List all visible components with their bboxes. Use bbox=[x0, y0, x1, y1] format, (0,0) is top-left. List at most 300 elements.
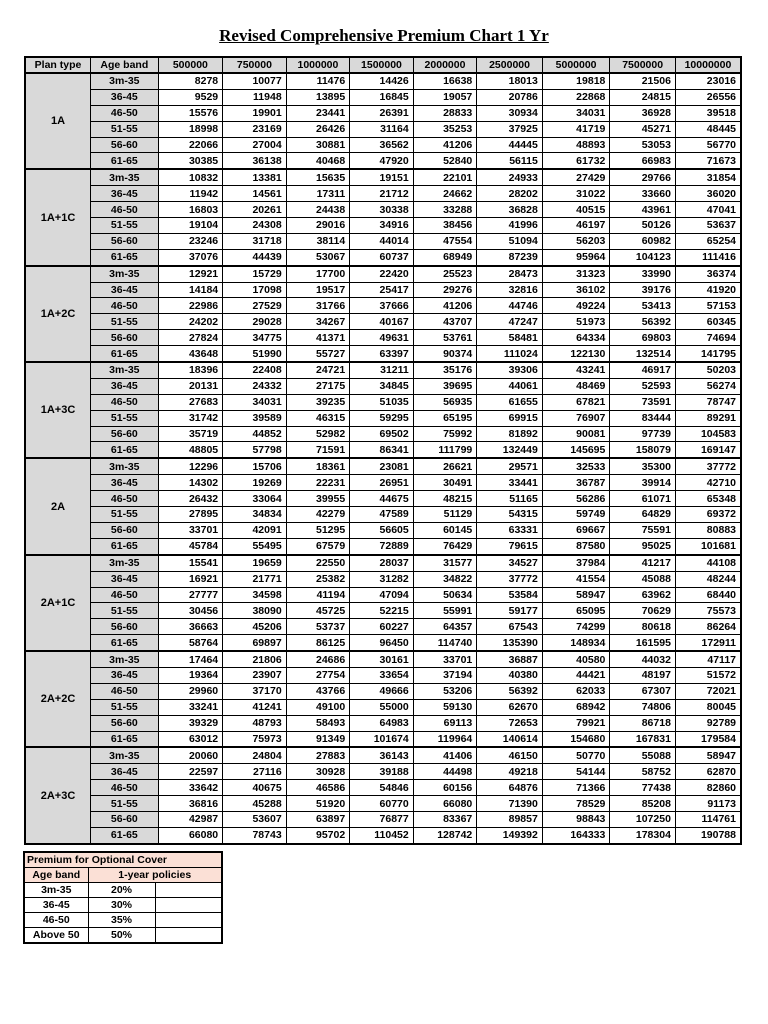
optional-cover-table bbox=[23, 851, 223, 944]
premium-cell: 24662 bbox=[413, 186, 477, 202]
table-row bbox=[25, 249, 741, 265]
premium-cell: 31022 bbox=[542, 186, 610, 202]
premium-cell: 18361 bbox=[286, 458, 350, 474]
table-row bbox=[25, 153, 741, 169]
premium-chart-header bbox=[25, 57, 741, 73]
premium-cell: 107250 bbox=[610, 811, 676, 827]
premium-cell: 12296 bbox=[158, 458, 223, 474]
premium-cell: 41194 bbox=[286, 587, 350, 603]
premium-cell: 135390 bbox=[477, 635, 543, 651]
premium-cell: 10077 bbox=[223, 73, 287, 89]
premium-cell: 101674 bbox=[350, 731, 414, 747]
premium-cell: 23016 bbox=[675, 73, 741, 89]
premium-cell: 15541 bbox=[158, 555, 223, 571]
premium-cell: 104583 bbox=[675, 426, 741, 442]
premium-cell: 45725 bbox=[286, 603, 350, 619]
plan-type-cell: 1A+3C bbox=[25, 362, 91, 458]
percentage-cell: 20% bbox=[88, 883, 155, 898]
premium-cell: 128742 bbox=[413, 827, 477, 843]
table-row bbox=[25, 442, 741, 458]
premium-cell: 22550 bbox=[286, 555, 350, 571]
premium-cell: 44498 bbox=[413, 764, 477, 780]
premium-cell: 16803 bbox=[158, 202, 223, 218]
premium-cell: 30928 bbox=[286, 764, 350, 780]
premium-cell: 44439 bbox=[223, 249, 287, 265]
premium-cell: 36928 bbox=[610, 105, 676, 121]
age-band-cell: 51-55 bbox=[91, 796, 159, 812]
premium-cell: 34845 bbox=[350, 378, 414, 394]
premium-cell: 41371 bbox=[286, 330, 350, 346]
premium-cell: 24308 bbox=[223, 218, 287, 234]
premium-cell: 27529 bbox=[223, 298, 287, 314]
premium-cell: 24815 bbox=[610, 89, 676, 105]
premium-cell: 56286 bbox=[542, 491, 610, 507]
premium-cell: 24804 bbox=[223, 747, 287, 763]
premium-cell: 51295 bbox=[286, 522, 350, 538]
premium-cell: 158079 bbox=[610, 442, 676, 458]
premium-chart-body bbox=[25, 73, 741, 844]
age-band-cell: 51-55 bbox=[91, 410, 159, 426]
premium-cell: 59749 bbox=[542, 507, 610, 523]
premium-cell: 71390 bbox=[477, 796, 543, 812]
premium-cell: 86341 bbox=[350, 442, 414, 458]
premium-cell: 13895 bbox=[286, 89, 350, 105]
premium-cell: 65254 bbox=[675, 233, 741, 249]
age-band-cell: 61-65 bbox=[91, 442, 159, 458]
premium-cell: 27683 bbox=[158, 394, 223, 410]
table-row bbox=[25, 667, 741, 683]
premium-cell: 16845 bbox=[350, 89, 414, 105]
premium-cell: 58481 bbox=[477, 330, 543, 346]
premium-cell: 47920 bbox=[350, 153, 414, 169]
premium-cell: 164333 bbox=[542, 827, 610, 843]
premium-cell: 132514 bbox=[610, 346, 676, 362]
premium-cell: 26432 bbox=[158, 491, 223, 507]
premium-cell: 52215 bbox=[350, 603, 414, 619]
age-band-cell: 36-45 bbox=[91, 571, 159, 587]
premium-cell: 78743 bbox=[223, 827, 287, 843]
table-row bbox=[25, 298, 741, 314]
premium-cell: 90081 bbox=[542, 426, 610, 442]
age-band-cell: 56-60 bbox=[91, 522, 159, 538]
premium-cell: 13381 bbox=[223, 169, 287, 185]
premium-cell: 42279 bbox=[286, 507, 350, 523]
premium-cell: 40380 bbox=[477, 667, 543, 683]
premium-cell: 56605 bbox=[350, 522, 414, 538]
percentage-cell: 30% bbox=[88, 898, 155, 913]
premium-cell: 30161 bbox=[350, 651, 414, 667]
premium-cell: 28202 bbox=[477, 186, 543, 202]
premium-cell: 24438 bbox=[286, 202, 350, 218]
premium-cell: 55727 bbox=[286, 346, 350, 362]
premium-cell: 34031 bbox=[223, 394, 287, 410]
premium-cell: 65195 bbox=[413, 410, 477, 426]
premium-cell: 19517 bbox=[286, 282, 350, 298]
age-band-cell: 51-55 bbox=[91, 699, 159, 715]
premium-cell: 68440 bbox=[675, 587, 741, 603]
premium-cell: 51572 bbox=[675, 667, 741, 683]
premium-cell: 39914 bbox=[610, 475, 676, 491]
premium-cell: 32533 bbox=[542, 458, 610, 474]
table-row bbox=[25, 121, 741, 137]
age-band-cell: 3m-35 bbox=[91, 458, 159, 474]
age-band-cell: 51-55 bbox=[91, 121, 159, 137]
plan-type-cell: 1A+2C bbox=[25, 266, 91, 362]
premium-cell: 67821 bbox=[542, 394, 610, 410]
age-band-cell: 51-55 bbox=[91, 218, 159, 234]
premium-cell: 56392 bbox=[477, 683, 543, 699]
premium-cell: 67543 bbox=[477, 619, 543, 635]
age-band-cell: 3m-35 bbox=[91, 362, 159, 378]
premium-cell: 58947 bbox=[542, 587, 610, 603]
premium-cell: 82860 bbox=[675, 780, 741, 796]
premium-cell: 41554 bbox=[542, 571, 610, 587]
premium-cell: 31211 bbox=[350, 362, 414, 378]
premium-cell: 30456 bbox=[158, 603, 223, 619]
table-row bbox=[25, 266, 741, 282]
premium-cell: 56115 bbox=[477, 153, 543, 169]
premium-cell: 101681 bbox=[675, 538, 741, 554]
column-header: 10000000 bbox=[675, 57, 741, 73]
premium-cell: 53067 bbox=[286, 249, 350, 265]
premium-cell: 58764 bbox=[158, 635, 223, 651]
premium-cell: 43961 bbox=[610, 202, 676, 218]
age-band-cell: 61-65 bbox=[91, 731, 159, 747]
premium-cell: 154680 bbox=[542, 731, 610, 747]
plan-type-cell: 2A+3C bbox=[25, 747, 91, 843]
premium-cell: 167831 bbox=[610, 731, 676, 747]
premium-cell: 29028 bbox=[223, 314, 287, 330]
premium-cell: 37194 bbox=[413, 667, 477, 683]
premium-cell: 40675 bbox=[223, 780, 287, 796]
premium-cell: 30491 bbox=[413, 475, 477, 491]
column-header: 1-year policies bbox=[88, 868, 222, 883]
premium-cell: 33441 bbox=[477, 475, 543, 491]
premium-cell: 37772 bbox=[477, 571, 543, 587]
premium-cell: 23081 bbox=[350, 458, 414, 474]
premium-cell: 89857 bbox=[477, 811, 543, 827]
premium-cell: 51973 bbox=[542, 314, 610, 330]
premium-cell: 141795 bbox=[675, 346, 741, 362]
premium-cell: 80045 bbox=[675, 699, 741, 715]
premium-cell: 44061 bbox=[477, 378, 543, 394]
premium-cell: 23907 bbox=[223, 667, 287, 683]
optional-cover-caption: Premium for Optional Cover bbox=[24, 852, 222, 868]
premium-cell: 67579 bbox=[286, 538, 350, 554]
premium-cell: 111799 bbox=[413, 442, 477, 458]
table-row bbox=[25, 555, 741, 571]
premium-cell: 53053 bbox=[610, 137, 676, 153]
plan-type-cell: 2A+1C bbox=[25, 555, 91, 651]
premium-cell: 22101 bbox=[413, 169, 477, 185]
premium-cell: 9529 bbox=[158, 89, 223, 105]
age-band-cell: 3m-35 bbox=[24, 883, 88, 898]
premium-cell: 49218 bbox=[477, 764, 543, 780]
premium-cell: 39329 bbox=[158, 715, 223, 731]
premium-cell: 53413 bbox=[610, 298, 676, 314]
age-band-cell: 61-65 bbox=[91, 538, 159, 554]
premium-cell: 40580 bbox=[542, 651, 610, 667]
premium-cell: 44014 bbox=[350, 233, 414, 249]
premium-cell: 75973 bbox=[223, 731, 287, 747]
age-band-cell: 61-65 bbox=[91, 635, 159, 651]
premium-cell: 31577 bbox=[413, 555, 477, 571]
age-band-cell: 46-50 bbox=[91, 394, 159, 410]
premium-cell: 22868 bbox=[542, 89, 610, 105]
premium-cell: 96450 bbox=[350, 635, 414, 651]
premium-cell: 89291 bbox=[675, 410, 741, 426]
premium-cell: 95964 bbox=[542, 249, 610, 265]
premium-cell: 44675 bbox=[350, 491, 414, 507]
premium-cell: 33701 bbox=[158, 522, 223, 538]
premium-cell: 51094 bbox=[477, 233, 543, 249]
premium-cell: 104123 bbox=[610, 249, 676, 265]
premium-cell: 44852 bbox=[223, 426, 287, 442]
premium-cell: 55088 bbox=[610, 747, 676, 763]
premium-cell: 44421 bbox=[542, 667, 610, 683]
premium-cell: 47247 bbox=[477, 314, 543, 330]
premium-cell: 15576 bbox=[158, 105, 223, 121]
premium-cell: 69803 bbox=[610, 330, 676, 346]
premium-cell: 91349 bbox=[286, 731, 350, 747]
premium-cell: 122130 bbox=[542, 346, 610, 362]
premium-cell: 22986 bbox=[158, 298, 223, 314]
premium-cell: 66983 bbox=[610, 153, 676, 169]
premium-cell: 71591 bbox=[286, 442, 350, 458]
table-row bbox=[25, 218, 741, 234]
premium-cell: 74299 bbox=[542, 619, 610, 635]
premium-cell: 47554 bbox=[413, 233, 477, 249]
premium-cell: 190788 bbox=[675, 827, 741, 843]
premium-cell: 80618 bbox=[610, 619, 676, 635]
table-row bbox=[25, 475, 741, 491]
premium-cell: 41217 bbox=[610, 555, 676, 571]
premium-cell: 36138 bbox=[223, 153, 287, 169]
premium-cell: 26426 bbox=[286, 121, 350, 137]
premium-cell: 79615 bbox=[477, 538, 543, 554]
premium-cell: 24933 bbox=[477, 169, 543, 185]
premium-cell: 23441 bbox=[286, 105, 350, 121]
age-band-cell: 46-50 bbox=[91, 780, 159, 796]
premium-cell: 114740 bbox=[413, 635, 477, 651]
premium-cell: 39955 bbox=[286, 491, 350, 507]
premium-cell: 64829 bbox=[610, 507, 676, 523]
table-row bbox=[25, 233, 741, 249]
premium-cell: 53607 bbox=[223, 811, 287, 827]
premium-cell: 31718 bbox=[223, 233, 287, 249]
premium-cell: 19269 bbox=[223, 475, 287, 491]
premium-cell: 80883 bbox=[675, 522, 741, 538]
premium-cell: 33064 bbox=[223, 491, 287, 507]
age-band-cell: 3m-35 bbox=[91, 169, 159, 185]
premium-cell: 69113 bbox=[413, 715, 477, 731]
premium-cell: 36020 bbox=[675, 186, 741, 202]
premium-cell: 36374 bbox=[675, 266, 741, 282]
premium-cell: 36828 bbox=[477, 202, 543, 218]
premium-cell: 31282 bbox=[350, 571, 414, 587]
premium-cell: 19659 bbox=[223, 555, 287, 571]
premium-cell: 45271 bbox=[610, 121, 676, 137]
premium-cell: 52982 bbox=[286, 426, 350, 442]
premium-cell: 27116 bbox=[223, 764, 287, 780]
premium-cell: 48244 bbox=[675, 571, 741, 587]
column-header: 1000000 bbox=[286, 57, 350, 73]
premium-cell: 41206 bbox=[413, 137, 477, 153]
premium-cell: 19057 bbox=[413, 89, 477, 105]
premium-cell: 48805 bbox=[158, 442, 223, 458]
premium-cell: 48445 bbox=[675, 121, 741, 137]
premium-cell: 75573 bbox=[675, 603, 741, 619]
age-band-cell: 56-60 bbox=[91, 811, 159, 827]
plan-type-cell: 1A bbox=[25, 73, 91, 169]
table-row bbox=[25, 764, 741, 780]
premium-cell: 68942 bbox=[542, 699, 610, 715]
premium-cell: 14426 bbox=[350, 73, 414, 89]
premium-cell: 169147 bbox=[675, 442, 741, 458]
column-header: 5000000 bbox=[542, 57, 610, 73]
table-row bbox=[25, 635, 741, 651]
premium-cell: 178304 bbox=[610, 827, 676, 843]
premium-cell: 39176 bbox=[610, 282, 676, 298]
premium-cell: 47094 bbox=[350, 587, 414, 603]
premium-cell: 40468 bbox=[286, 153, 350, 169]
premium-cell: 18013 bbox=[477, 73, 543, 89]
premium-cell: 48197 bbox=[610, 667, 676, 683]
optional-cover-header-row bbox=[24, 868, 222, 883]
column-header: Plan type bbox=[25, 57, 91, 73]
page-title: Revised Comprehensive Premium Chart 1 Yr bbox=[219, 26, 549, 45]
age-band-cell: 36-45 bbox=[91, 186, 159, 202]
table-row bbox=[25, 811, 741, 827]
premium-cell: 76907 bbox=[542, 410, 610, 426]
premium-cell: 41996 bbox=[477, 218, 543, 234]
premium-cell: 43707 bbox=[413, 314, 477, 330]
premium-cell: 17700 bbox=[286, 266, 350, 282]
premium-cell: 87580 bbox=[542, 538, 610, 554]
premium-cell: 33990 bbox=[610, 266, 676, 282]
premium-cell: 28833 bbox=[413, 105, 477, 121]
premium-cell: 41406 bbox=[413, 747, 477, 763]
premium-cell: 42091 bbox=[223, 522, 287, 538]
premium-cell: 57153 bbox=[675, 298, 741, 314]
premium-cell: 17464 bbox=[158, 651, 223, 667]
age-band-cell: 56-60 bbox=[91, 137, 159, 153]
percentage-cell: 35% bbox=[88, 913, 155, 928]
premium-cell: 31854 bbox=[675, 169, 741, 185]
age-band-cell: 36-45 bbox=[91, 764, 159, 780]
premium-cell: 22066 bbox=[158, 137, 223, 153]
premium-cell: 43241 bbox=[542, 362, 610, 378]
premium-cell: 47589 bbox=[350, 507, 414, 523]
age-band-cell: 61-65 bbox=[91, 346, 159, 362]
premium-cell: 50634 bbox=[413, 587, 477, 603]
premium-cell: 34031 bbox=[542, 105, 610, 121]
premium-cell: 81892 bbox=[477, 426, 543, 442]
age-band-cell: 3m-35 bbox=[91, 266, 159, 282]
premium-cell: 37170 bbox=[223, 683, 287, 699]
premium-cell: 63331 bbox=[477, 522, 543, 538]
premium-cell: 44746 bbox=[477, 298, 543, 314]
premium-cell: 60156 bbox=[413, 780, 477, 796]
premium-cell: 58752 bbox=[610, 764, 676, 780]
premium-cell: 36143 bbox=[350, 747, 414, 763]
premium-cell: 64876 bbox=[477, 780, 543, 796]
premium-cell: 33660 bbox=[610, 186, 676, 202]
premium-cell: 35176 bbox=[413, 362, 477, 378]
premium-cell: 11476 bbox=[286, 73, 350, 89]
premium-cell: 39695 bbox=[413, 378, 477, 394]
premium-cell: 56935 bbox=[413, 394, 477, 410]
premium-cell: 28037 bbox=[350, 555, 414, 571]
premium-cell: 111024 bbox=[477, 346, 543, 362]
empty-cell bbox=[155, 898, 222, 913]
table-row bbox=[25, 378, 741, 394]
premium-cell: 95025 bbox=[610, 538, 676, 554]
table-row bbox=[25, 282, 741, 298]
premium-cell: 46150 bbox=[477, 747, 543, 763]
premium-cell: 24686 bbox=[286, 651, 350, 667]
column-header: 7500000 bbox=[610, 57, 676, 73]
age-band-cell: 3m-35 bbox=[91, 555, 159, 571]
premium-cell: 71366 bbox=[542, 780, 610, 796]
premium-cell: 49666 bbox=[350, 683, 414, 699]
premium-cell: 56392 bbox=[610, 314, 676, 330]
premium-cell: 19901 bbox=[223, 105, 287, 121]
premium-cell: 49100 bbox=[286, 699, 350, 715]
premium-cell: 30338 bbox=[350, 202, 414, 218]
premium-cell: 42987 bbox=[158, 811, 223, 827]
premium-cell: 70629 bbox=[610, 603, 676, 619]
premium-cell: 26951 bbox=[350, 475, 414, 491]
premium-cell: 59295 bbox=[350, 410, 414, 426]
premium-cell: 77438 bbox=[610, 780, 676, 796]
premium-cell: 59177 bbox=[477, 603, 543, 619]
premium-cell: 67307 bbox=[610, 683, 676, 699]
table-row bbox=[25, 73, 741, 89]
premium-cell: 12921 bbox=[158, 266, 223, 282]
premium-cell: 56203 bbox=[542, 233, 610, 249]
premium-cell: 22597 bbox=[158, 764, 223, 780]
premium-cell: 76429 bbox=[413, 538, 477, 554]
table-row bbox=[24, 928, 222, 944]
column-header: Age band bbox=[91, 57, 159, 73]
premium-cell: 63397 bbox=[350, 346, 414, 362]
premium-cell: 64983 bbox=[350, 715, 414, 731]
premium-cell: 25523 bbox=[413, 266, 477, 282]
premium-cell: 46315 bbox=[286, 410, 350, 426]
premium-cell: 27895 bbox=[158, 507, 223, 523]
premium-cell: 79921 bbox=[542, 715, 610, 731]
premium-cell: 21712 bbox=[350, 186, 414, 202]
premium-cell: 41206 bbox=[413, 298, 477, 314]
premium-cell: 47041 bbox=[675, 202, 741, 218]
table-row bbox=[25, 571, 741, 587]
premium-cell: 37925 bbox=[477, 121, 543, 137]
premium-cell: 34834 bbox=[223, 507, 287, 523]
premium-cell: 46197 bbox=[542, 218, 610, 234]
premium-cell: 22420 bbox=[350, 266, 414, 282]
premium-cell: 41241 bbox=[223, 699, 287, 715]
premium-cell: 64334 bbox=[542, 330, 610, 346]
premium-cell: 60345 bbox=[675, 314, 741, 330]
premium-cell: 23169 bbox=[223, 121, 287, 137]
age-band-cell: Above 50 bbox=[24, 928, 88, 944]
premium-cell: 34775 bbox=[223, 330, 287, 346]
premium-cell: 27175 bbox=[286, 378, 350, 394]
premium-cell: 27754 bbox=[286, 667, 350, 683]
premium-cell: 24721 bbox=[286, 362, 350, 378]
premium-cell: 61071 bbox=[610, 491, 676, 507]
